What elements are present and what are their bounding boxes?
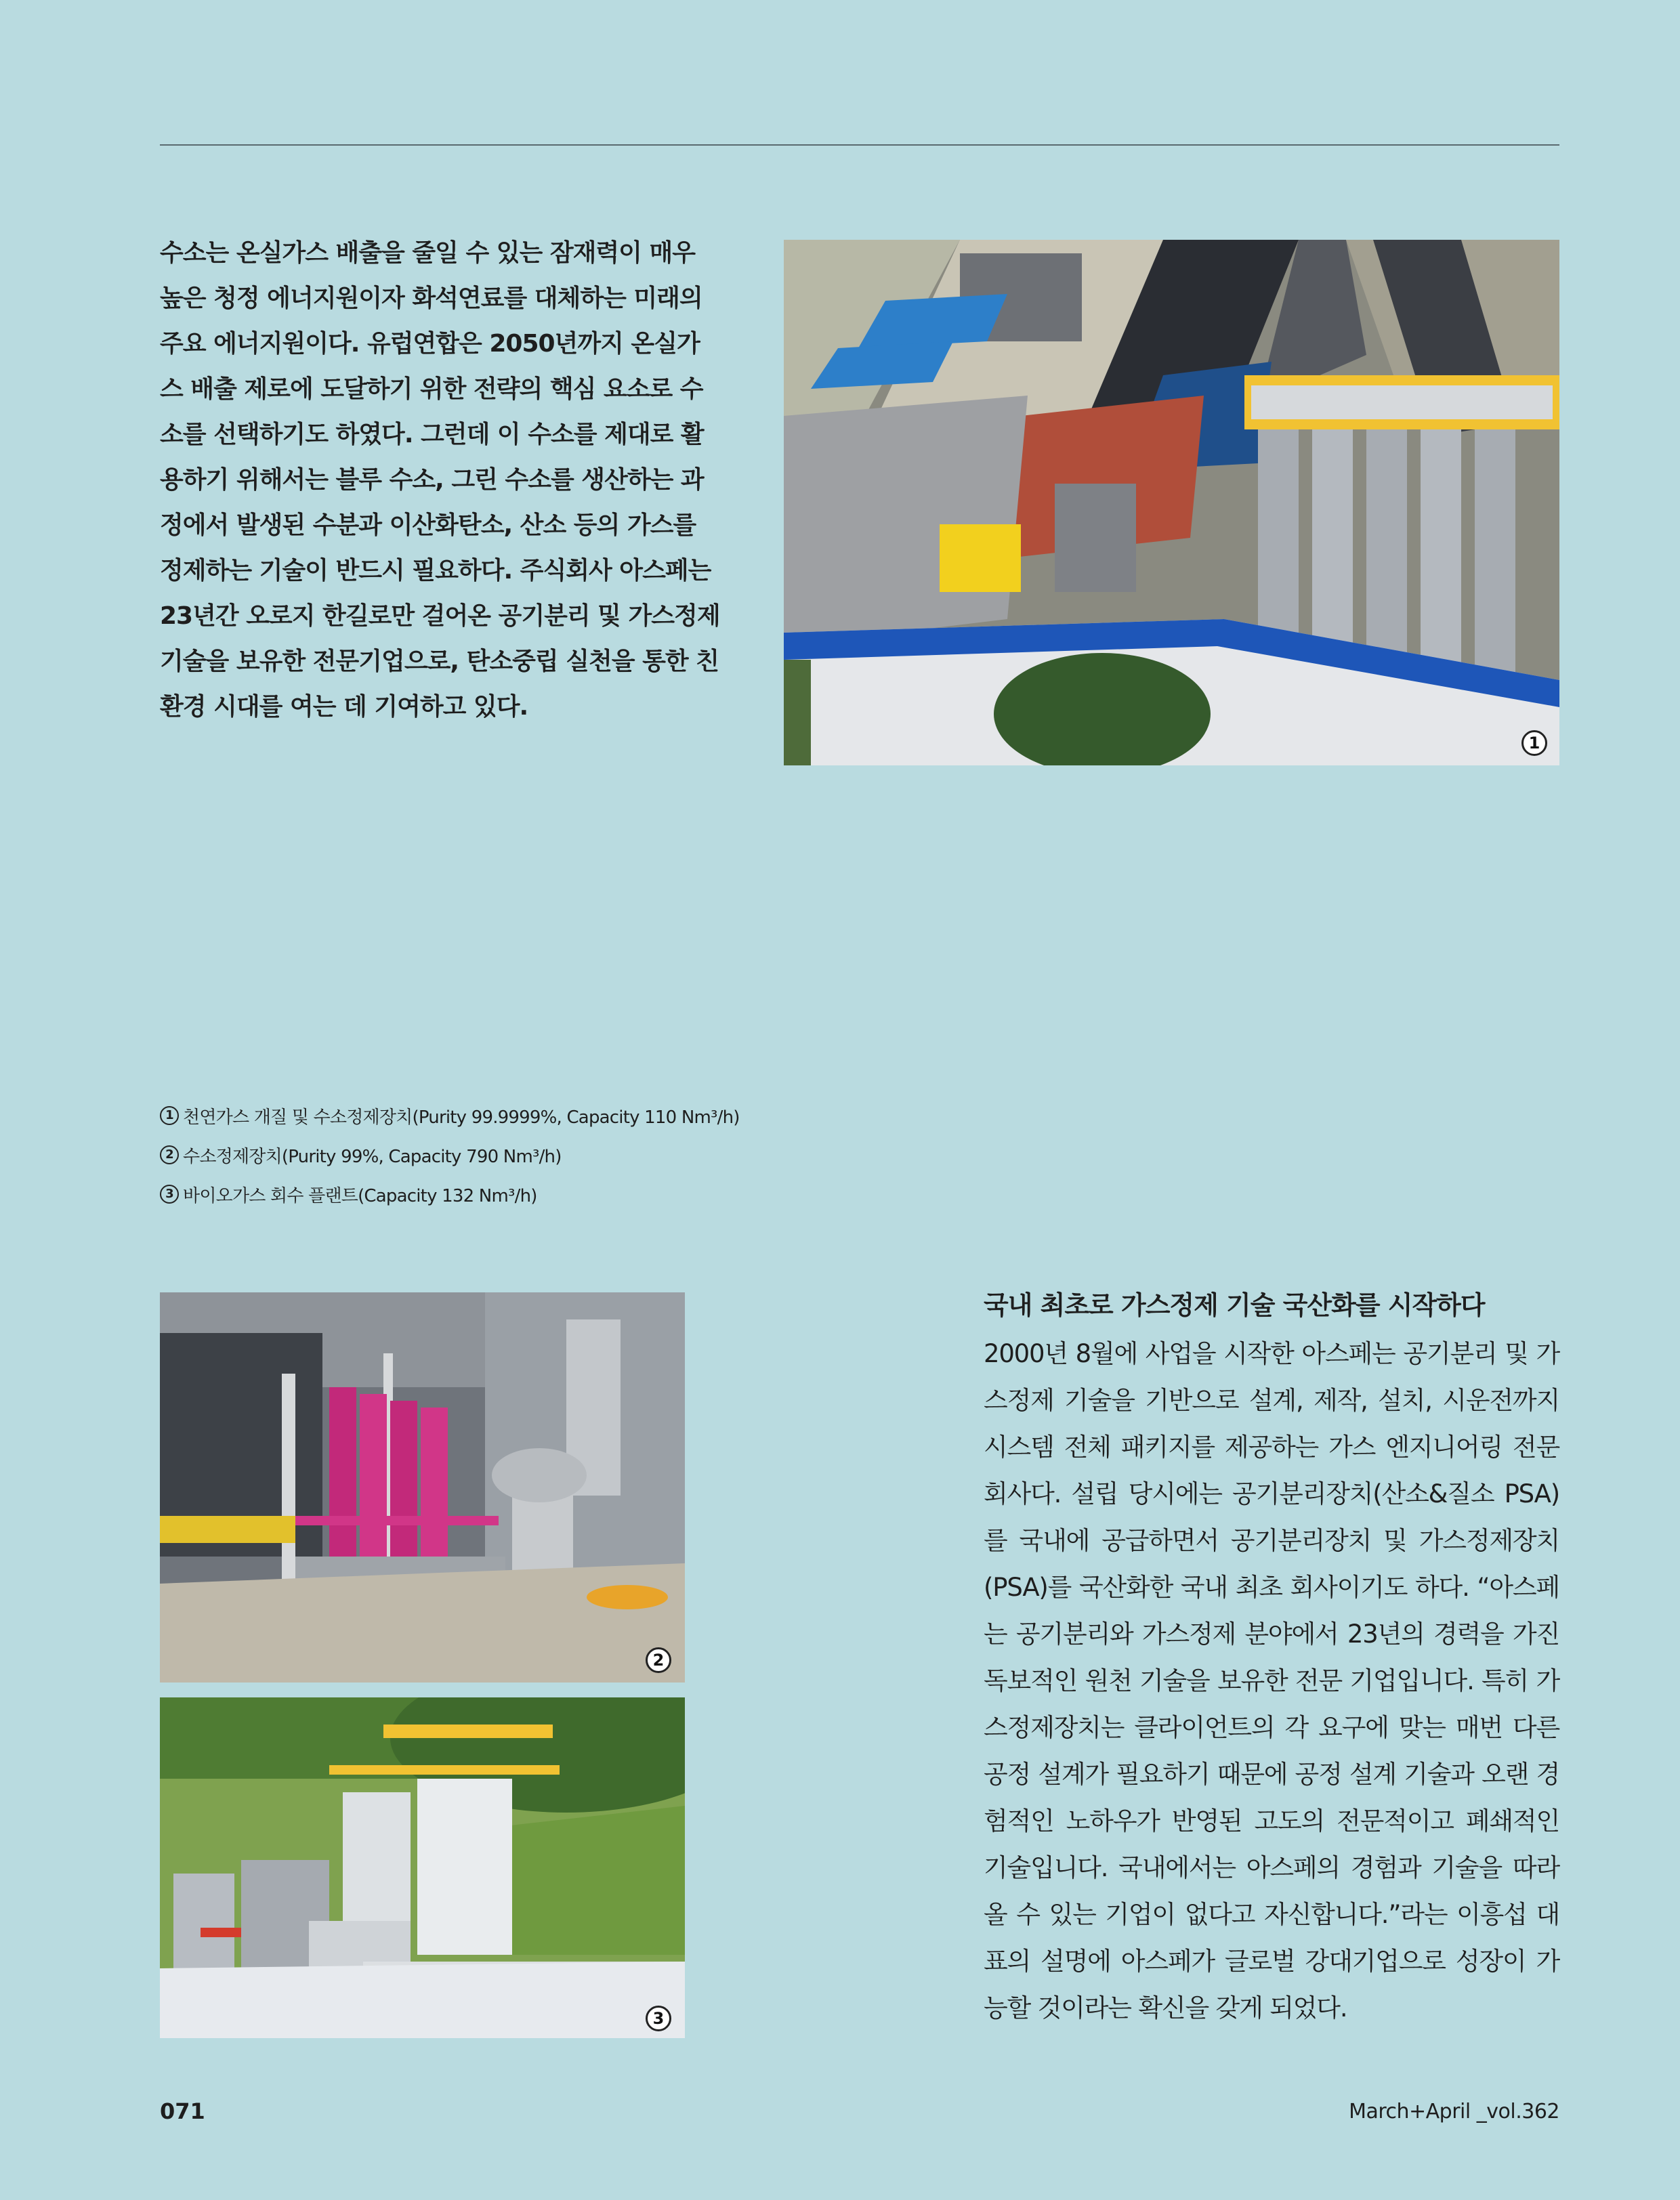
caption-number: 1 [160,1106,179,1125]
photo-captions [160,1096,905,1214]
caption-number: 3 [160,1185,179,1204]
intro-paragraph: 수소는 온실가스 배출을 줄일 수 있는 잠재력이 매우 높은 청정 에너지원이자 화석연료를 대체하는 미래의 주요 에너지원이다. 유럽연합은 2050년까지 온실가스 배출 제로에 도달하기 위한 전략의 핵심 요소로 수소를 선택하기도 하였다. 그런데 이 수소를 제대로 활용하기 위해서는 블루 수소, 그린 수소를 생산하는 과정에서 발생된 수분과 이산화탄소, 산소 등의 가스를 정제하는 기술이 반드시 필요하다. 주식회사 아스페는 23년간 오로지 한길로만 걸어온 공기분리 및 가스정제기술을 보유한 전문기업으로, 탄소중립 실천을 통한 친환경 시대를 여는 데 기여하고 있다. [160,239,720,721]
photo-hydrogen-purifier [160,1292,685,1683]
caption-item [160,1175,905,1214]
issue-label: March+April _vol.362 [1349,2100,1559,2123]
caption-number: 2 [160,1145,179,1164]
caption-text: 수소정제장치(Purity 99%, Capacity 790 Nm³/h) [183,1146,562,1167]
page-number: 071 [160,2098,205,2124]
header-rule [160,144,1559,146]
photo-biogas-recovery-plant [160,1697,685,2038]
intro-text [160,230,722,729]
caption-item [160,1096,905,1135]
photo-number-badge: 2 [646,1647,671,1673]
article-paragraph: 2000년 8월에 사업을 시작한 아스페는 공기분리 및 가스정제 기술을 기반으로 설계, 제작, 설치, 시운전까지 시스템 전체 패키지를 제공하는 가스 엔지니어링 전문 회사다. 설립 당시에는 공기분리장치(산소&질소 PSA)를 국내에 공급하면서 공기분리장치 및 가스정제장치(PSA)를 국산화한 국내 최초 회사이기도 하다. “아스페는 공기분리와 가스정제 분야에서 23년의 경력을 가진 독보적인 원천 기술을 보유한 전문 기업입니다. 특히 가스정제장치는 클라이언트의 각 요구에 맞는 매번 다른 공정 설계가 필요하기 때문에 공정 설계 기술과 오랜 경험적인 노하우가 반영된 고도의 전문적이고 폐쇄적인 기술입니다. 국내에서는 아스페의 경험과 기술을 따라올 수 있는 기업이 없다고 자신합니다.”라는 이흥섭 대표의 설명에 아스페가 글로벌 강대기업으로 성장이 가능할 것이라는 확신을 갖게 되었다. [984,1339,1559,2023]
photo-number-badge: 3 [646,2006,671,2031]
article-heading: 국내 최초로 가스정제 기술 국산화를 시작하다 [984,1290,1485,1320]
caption-item [160,1135,905,1175]
photo-hydrogen-purification-plant [784,240,1559,765]
caption-text: 바이오가스 회수 플랜트(Capacity 132 Nm³/h) [183,1185,537,1206]
article-section [984,1286,1559,2031]
caption-text: 천연가스 개질 및 수소정제장치(Purity 99.9999%, Capacity 110 Nm³/h) [183,1107,740,1128]
photo-number-badge: 1 [1521,730,1547,756]
